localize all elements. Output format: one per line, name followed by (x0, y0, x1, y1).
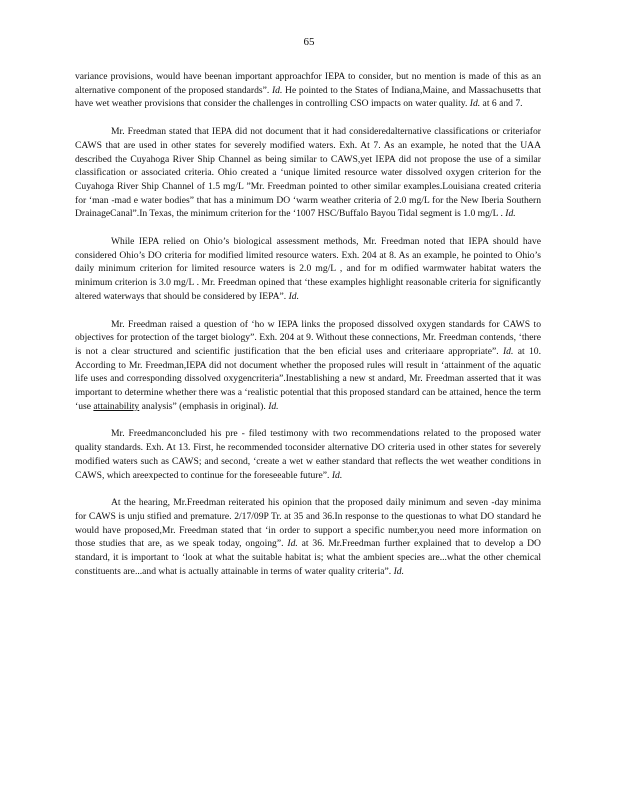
citation-id: Id. (288, 290, 299, 302)
text-run: Mr. Freedmanconcluded his pre - filed testimony with two recommendations related to the proposed water quality standards. Exh. At 13. First, he recommended toconsider alternative DO criteria used in other states for severely modified waters such as CAWS; and second, ‘create a wet w eather standard that reflects the wet weather conditions in CAWS, which areexpected to continue for the foreseeable future”. (75, 428, 541, 481)
text-run: He pointed to the States of Indiana,Maine, and Massachusetts that have wet weather provisions that consider the challenges in controlling CSO impacts on water quality. (75, 84, 541, 110)
paragraph (75, 70, 541, 111)
citation-id: Id. (502, 345, 514, 357)
citation-id: Id. (331, 469, 343, 481)
citation-id: Id. (393, 565, 404, 577)
paragraph (75, 496, 541, 578)
emphasized-term: attainability (93, 400, 140, 412)
citation-id: Id. (469, 98, 481, 110)
page-number: 65 (303, 36, 315, 48)
text-run: While IEPA relied on Ohio’s biological assessment methods, Mr. Freedman noted that IEPA should have considered Ohio’s DO criteria for modified limited resource waters. Exh. 204 at 8. As an example, he pointed to Ohio’s daily minimum criterion for limited resource waters is 2.0 mg/L , and for m odified warmwater habitat waters the minimum criterion is 3.0 mg/L . Mr. Freedman opined that ‘these examples highlight reasonable criteria for significantly altered waterways that should be considered by IEPA”. (75, 236, 541, 302)
text-run: Mr. Freedman raised a question of ‘ho w IEPA links the proposed dissolved oxygen standards for CAWS to objectives for protection of the target biology”. Exh. 204 at 9. Without these connections, Mr. Freedman contends, ‘there is not a clear structured and scientific justification that the ben eficial uses and criteriaare appropriate”. (75, 318, 541, 357)
text-run: at 10. According to Mr. Freedman,IEPA did not document whether the proposed rules will result in ‘attainment of the aquatic life uses and corresponding dissolved oxygencriteria”.Inestablishing a new st andard, Mr. Freedman asserted that it was important to determine whether there was a ‘realistic potential that this proposed standard can be attained, hence the term ‘use (75, 345, 542, 412)
citation-id: Id. (268, 400, 279, 412)
citation-id: Id. (505, 208, 516, 220)
paragraph (75, 318, 541, 414)
text-run: at 36. Mr.Freedman further explained that to develop a DO standard, it is important to ‘look at what the suitable habitat is; what the ambient species are...what the other chemical constituents are...and what is actually attainable in terms of water quality criteria”. (75, 538, 541, 577)
citation-id: Id. (287, 538, 298, 550)
paragraph (75, 125, 541, 221)
text-run: Mr. Freedman stated that IEPA did not document that it had consideredalternative classifications or criteriafor CAWS that are used in other states for severely modified waters. Exh. At 7. As an example, he noted that the UAA described the Cuyahoga River Ship Channel as being similar to CAWS,yet IEPA did not propose the use of a similar classification or associated criteria. Ohio created a ‘unique limited resource water dissolved oxygen criterion for the Cuyahoga River Ship Channel of 1.5 mg/L ”Mr. Freedman pointed to other similar examples.Louisiana created criteria for ‘man -mad e water bodies” that has a minimum DO ‘warm weather criteria of 2.0 mg/L for the New Iberia Southern DrainageCanal”.In Texas, the minimum criterion for the ‘1007 HSC/Buffalo Bayou Tidal segment is 1.0 mg/L . (75, 126, 541, 220)
text-run: analysis” (emphasis in original). (139, 400, 269, 412)
text-run: at 6 and 7. (480, 98, 523, 110)
text-run: At the hearing, Mr.Freedman reiterated his opinion that the proposed daily minimum and seven -day minima for CAWS is unju stified and premature. 2/17/09P Tr. at 35 and 36.In response to the questionas to what DO standard he would have proposed,Mr. Freedman stated that ‘in order to support a specific number,you need more information on those studies that are, as we speak today, ongoing”. (75, 497, 541, 550)
text-run: variance provisions, would have beenan important approachfor IEPA to consider, but no mention is made of this as an alternative component of the proposed standards”. (75, 71, 541, 96)
citation-id: Id. (271, 84, 283, 96)
body-text (75, 70, 541, 593)
paragraph (75, 235, 541, 304)
paragraph (75, 427, 541, 482)
